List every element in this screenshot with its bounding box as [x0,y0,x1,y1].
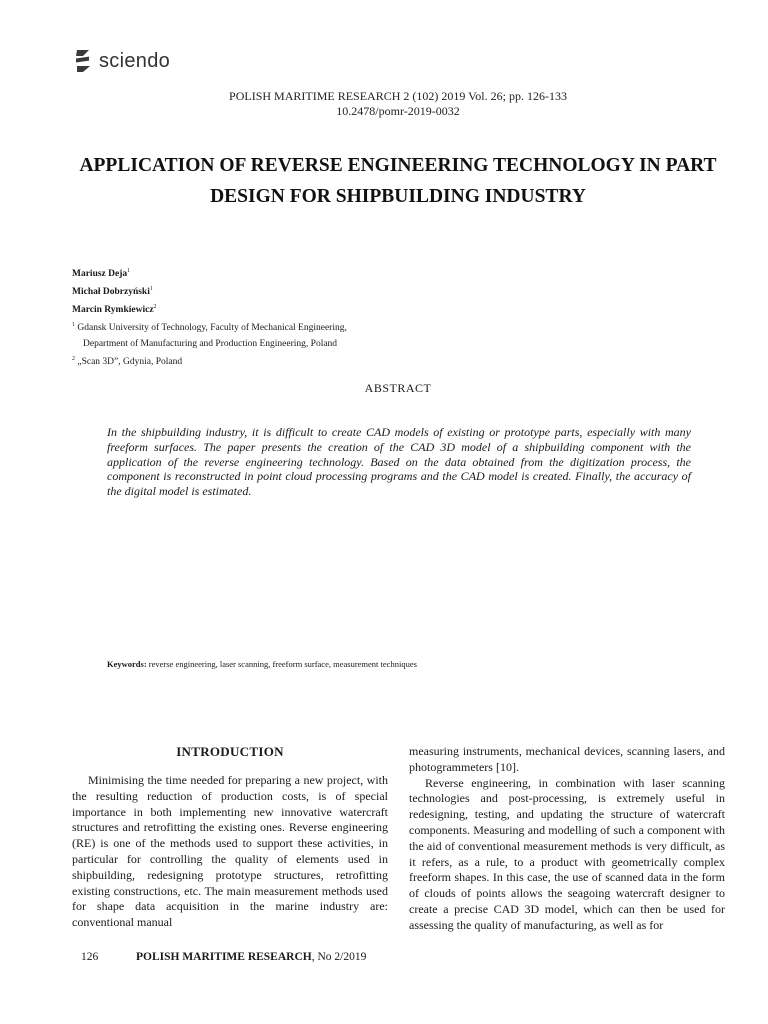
intro-paragraph-1-cont: measuring instruments, mechanical devices, scanning lasers, and photogrammeters [10]. [409,744,725,774]
sciendo-s-icon [72,48,94,74]
intro-paragraph-1: Minimising the time needed for preparing a new project, with the resulting reduction of production costs, is of special importance in both implementing new innovative watercraft structures and retrofitting the existing ones. Reverse engineering (RE) is one of the methods used to support these activities, in particular for controlling the quality of elements used in shipbuilding, redesigning prototype structures, retrofitting existing constructions, etc. The main measurement methods used for shape data acquisition in the marine industry are: conventional manual [72,773,388,930]
affiliation-1-cont: Department of Manufacturing and Production Engineering, Poland [83,338,338,349]
abstract-text: In the shipbuilding industry, it is difficult to create CAD models of existing or prototype parts, especially with many freeform surfaces. The paper presents the creation of the CAD 3D model of a shipbuilding component with the application of the reverse engineering technology. Based on the data obtained from the digitization process, the component is reconstructed in point cloud processing programs and the CAD model is created. Finally, the accuracy of the digital model is estimated. [107,425,691,499]
author-2: Michał Dobrzyński$^1$ [72,286,153,298]
publisher-name: sciendo [99,49,171,72]
keywords-text: reverse engineering, laser scanning, freeform surface, measurement techniques [146,659,417,669]
journal-citation: POLISH MARITIME RESEARCH 2 (102) 2019 Vol. 26; pp. 126-133 [229,89,567,103]
section-heading-introduction: INTRODUCTION [176,744,284,759]
author-3: Marcin Rymkiewicz$^2$ [72,304,157,316]
keywords-label: Keywords: [107,659,147,669]
publisher-logo [72,48,170,74]
affiliation-2: $^2$ „Scan 3D”, Gdynia, Poland [72,355,183,367]
author-block [72,264,347,370]
paper-title: APPLICATION OF REVERSE ENGINEERING TECHNOLOGY IN PART DESIGN FOR SHIPBUILDING INDUSTRY [79,155,717,207]
body-column-left [72,773,388,931]
journal-doi: 10.2478/pomr-2019-0032 [336,104,460,118]
abstract-heading: ABSTRACT [364,381,432,395]
page-footer [81,951,366,963]
intro-paragraph-2: Reverse engineering, in combination with laser scanning technologies and post-processing, is extremely useful in redesigning, testing, and updating the structure of watercraft components. Measuring and modelling of such a component with the aid of conventional measurement methods is very difficult, as it refers, as a rule, to a product with geometrically complex freeform shapes. In this case, the use of scanned data in the form of clouds of points allows the seagoing watercraft designer to create a precise CAD 3D model, which can then be used for assessing the quality of manufacturing, as well as for [409,775,725,932]
body-column-right [409,744,725,934]
footer-issue: , No 2/2019 [311,951,367,963]
author-1: Mariusz Deja$^1$ [72,268,131,280]
journal-header [0,89,768,119]
page-number: 126 [81,951,99,963]
footer-journal-name: POLISH MARITIME RESEARCH [136,951,312,963]
affiliation-1: $^1$ Gdansk University of Technology, Faculty of Mechanical Engineering, [72,322,347,334]
keywords [107,659,417,669]
